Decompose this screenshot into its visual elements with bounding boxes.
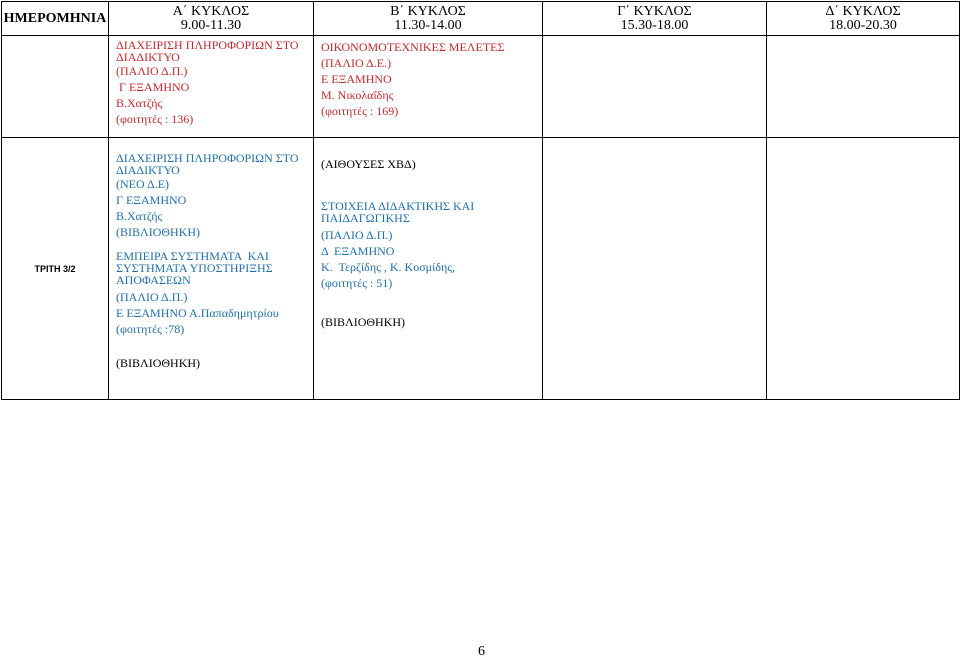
- instructor-name: Β.Χατζής: [116, 209, 163, 223]
- date-cell: [2, 138, 109, 400]
- schedule-row-1: [2, 36, 960, 138]
- program-label: (ΠΑΛΙΟ Δ.Ε.): [321, 56, 392, 70]
- header-cycle-c: [543, 2, 767, 36]
- cycle-name: Α΄ ΚΥΚΛΟΣ: [172, 3, 250, 19]
- semester-label: Γ ΕΞΑΜΗΝΟ: [116, 193, 187, 207]
- cycle-c-cell: [543, 36, 767, 138]
- program-label: (ΠΑΛΙΟ Δ.Π.): [116, 64, 188, 78]
- exam-schedule-table: [1, 1, 960, 400]
- header-cycle-b: [314, 2, 543, 36]
- header-cycle-d: [767, 2, 960, 36]
- program-label: (ΝΕΟ Δ.Ε): [116, 177, 170, 191]
- room-label: (ΒΙΒΛΙΟΘΗΚΗ): [321, 315, 406, 329]
- cycle-time: 18.00-20.30: [829, 17, 897, 33]
- student-count: (φοιτητές : 169): [321, 104, 399, 118]
- cycle-d-cell: [767, 36, 960, 138]
- instructor-name: Μ. Νικολαΐδης: [321, 88, 394, 102]
- course-title: ΔΙΑΧΕΙΡΙΣΗ ΠΛΗΡΟΦΟΡΙΩΝ ΣΤΟ ΔΙΑΔΙΚΤΥΟ: [116, 151, 301, 177]
- cycle-time: 15.30-18.00: [620, 17, 689, 33]
- cycle-d-cell: [767, 138, 960, 400]
- course-title: ΕΜΠΕΙΡΑ ΣΥΣΤΗΜΑΤΑ ΚΑΙ ΣΥΣΤΗΜΑΤΑ ΥΠΟΣΤΗΡΙΞΗΣ ΑΠΟΦΑΣΕΩΝ: [116, 249, 275, 287]
- room-label: (ΒΙΒΛΙΟΘΗΚΗ): [116, 225, 201, 239]
- header-cycle-a: [109, 2, 314, 36]
- student-count: (φοιτητές : 136): [116, 112, 194, 126]
- semester-instructor: Ε ΕΞΑΜΗΝΟ Α.Παπαδημητρίου: [116, 306, 279, 320]
- exam-entry: [314, 36, 542, 119]
- exam-entry: [109, 138, 313, 371]
- student-count: (φοιτητές : 51): [321, 276, 393, 290]
- cycle-b-cell: [314, 36, 543, 138]
- course-title: ΟΙΚΟΝΟΜΟΤΕΧΝΙΚΕΣ ΜΕΛΕΤΕΣ: [321, 40, 505, 54]
- page-number: 6: [478, 644, 485, 659]
- cycle-a-cell: [109, 138, 314, 400]
- cycle-name: Δ΄ ΚΥΚΛΟΣ: [825, 3, 901, 19]
- cycle-time: 9.00-11.30: [180, 17, 242, 33]
- semester-label: Δ ΕΞΑΜΗΝΟ: [321, 244, 395, 258]
- cycle-c-cell: [543, 138, 767, 400]
- exam-entry: [109, 36, 313, 127]
- room-label: (ΒΙΒΛΙΟΘΗΚΗ): [116, 356, 201, 370]
- cycle-b-cell: [314, 138, 543, 400]
- date-cell-empty: [2, 36, 109, 138]
- date-column-label: ΗΜΕΡΟΜΗΝΙΑ: [3, 10, 107, 26]
- cycle-a-cell: [109, 36, 314, 138]
- exam-entry: [314, 138, 542, 330]
- cycle-time: 11.30-14.00: [394, 17, 462, 33]
- header-row: [2, 2, 960, 36]
- instructor-names: Κ. Τερζίδης , Κ. Κοσμίδης,: [321, 260, 456, 274]
- instructor-name: Β.Χατζής: [116, 96, 163, 110]
- exam-date: ΤΡΙΤΗ 3/2: [34, 263, 76, 274]
- course-title: ΔΙΑΧΕΙΡΙΣΗ ΠΛΗΡΟΦΟΡΙΩΝ ΣΤΟ ΔΙΑΔΙΚΤΥΟ: [116, 38, 301, 64]
- semester-label: Γ ΕΞΑΜΗΝΟ: [116, 80, 190, 94]
- cycle-name: Γ΄ ΚΥΚΛΟΣ: [617, 3, 692, 19]
- program-label: (ΠΑΛΙΟ Δ.Π.): [321, 228, 393, 242]
- room-note: (ΑΙΘΟΥΣΕΣ ΧΒΔ): [321, 157, 416, 171]
- course-title: ΣΤΟΙΧΕΙΑ ΔΙΔΑΚΤΙΚΗΣ ΚΑΙ ΠΑΙΔΑΓΩΓΙΚΗΣ: [321, 199, 478, 225]
- student-count: (φοιτητές :78): [116, 322, 185, 336]
- header-date: [2, 2, 109, 36]
- cycle-name: Β΄ ΚΥΚΛΟΣ: [390, 3, 466, 19]
- semester-label: Ε ΕΞΑΜΗΝΟ: [321, 72, 392, 86]
- schedule-row-2: [2, 138, 960, 400]
- program-label: (ΠΑΛΙΟ Δ.Π.): [116, 290, 188, 304]
